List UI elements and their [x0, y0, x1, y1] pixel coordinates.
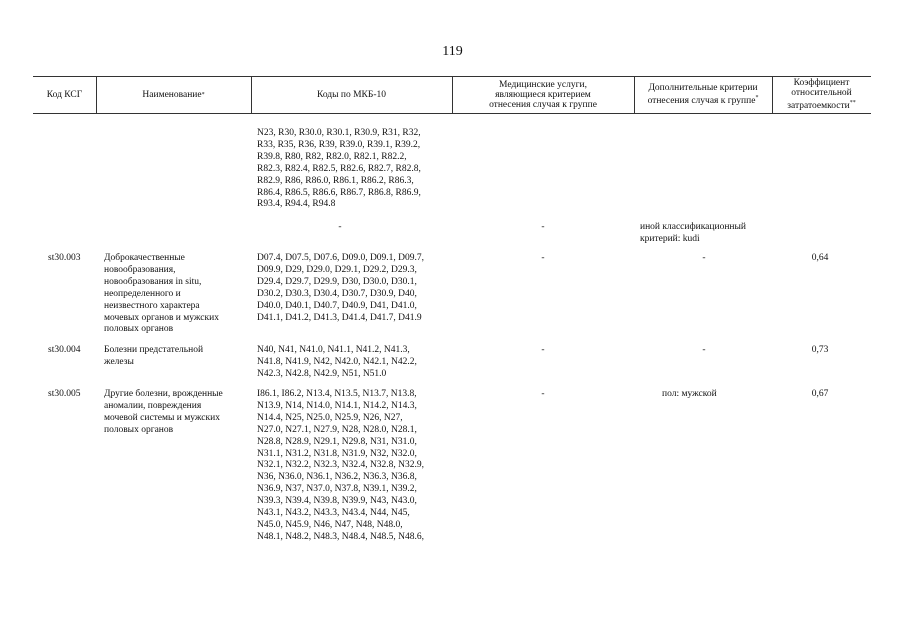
continuation-sub-mkb: -	[338, 222, 342, 232]
name-line: неизвестного характера	[104, 300, 200, 311]
header-code-text: Код КСГ	[46, 89, 83, 100]
row-name	[104, 253, 219, 336]
footnote-mark: **	[849, 99, 856, 106]
cost-coefficient: 0,67	[811, 389, 829, 399]
mkb-line: N41.8, N41.9, N42, N42.0, N42.1, N42.2,	[257, 356, 417, 367]
mkb-line: N45.0, N45.9, N46, N47, N48, N48.0,	[257, 519, 403, 530]
mkb-line: R93.4, R94.4, R94.8	[257, 199, 336, 210]
additional-criteria: -	[702, 345, 706, 355]
header-criteria-line: Дополнительные критерии	[648, 82, 758, 93]
header-coef-line: Коэффициент	[793, 77, 850, 88]
continuation-mkb-codes	[257, 128, 421, 211]
mkb-line: I86.1, I86.2, N13.4, N13.5, N13.7, N13.8,	[257, 389, 417, 399]
header-services-line: Медицинские услуги,	[499, 79, 587, 90]
mkb-line: N27.0, N27.1, N27.9, N28, N28.0, N28.1,	[257, 424, 417, 435]
footnote-mark: *	[201, 91, 205, 98]
header-mkb-text: Коды по МКБ-10	[316, 89, 387, 100]
mkb-line: N14.4, N25, N25.0, N25.9, N26, N27,	[257, 412, 403, 423]
mkb-line: R82.3, R82.4, R82.5, R82.6, R82.7, R82.8,	[257, 163, 421, 174]
header-name	[96, 76, 251, 113]
header-services	[452, 76, 634, 113]
mkb-line: D30.2, D30.3, D30.4, D30.7, D30.9, D40,	[257, 288, 417, 299]
name-line: Доброкачественные	[104, 253, 185, 263]
mkb-line: R82.9, R86, R86.0, R86.1, R86.2, R86.3,	[257, 175, 414, 186]
header-bottom-rule	[33, 113, 871, 114]
criteria-line: критерий: kudi	[640, 233, 700, 244]
ksg-code: st30.005	[48, 389, 81, 399]
name-line: Болезни предстательной	[104, 345, 204, 355]
name-line: неопределенного и	[104, 288, 181, 299]
medical-services: -	[541, 253, 545, 263]
row-name	[104, 345, 203, 369]
name-line: мочевых органов и мужских	[104, 312, 219, 323]
mkb-line: N42.3, N42.8, N42.9, N51, N51.0	[257, 368, 387, 379]
mkb-line: D41.1, D41.2, D41.3, D41.4, D41.7, D41.9	[257, 312, 422, 323]
mkb-line: N48.1, N48.2, N48.3, N48.4, N48.5, N48.6,	[257, 531, 425, 542]
cost-coefficient: 0,64	[811, 253, 829, 263]
medical-services: -	[541, 345, 545, 355]
mkb-line: N13.9, N14, N14.0, N14.1, N14.2, N14.3,	[257, 400, 417, 411]
header-name-text: Наименование	[142, 89, 202, 100]
mkb-line: N39.3, N39.4, N39.8, N39.9, N43, N43.0,	[257, 496, 417, 507]
medical-services: -	[541, 389, 545, 399]
header-services-line: являющиеся критерием	[495, 89, 591, 100]
mkb-line: R33, R35, R36, R39, R39.0, R39.1, R39.2,	[257, 139, 421, 150]
name-line: новообразования in situ,	[104, 276, 202, 287]
header-criteria	[634, 76, 772, 113]
name-line: новообразования,	[104, 264, 176, 275]
ksg-code: st30.003	[48, 253, 81, 263]
name-line: половых органов	[104, 324, 174, 335]
mkb-line: D29.4, D29.7, D29.9, D30, D30.0, D30.1,	[257, 276, 417, 287]
mkb-codes	[257, 345, 417, 381]
name-line: железы	[104, 356, 134, 367]
mkb-line: D09.9, D29, D29.0, D29.1, D29.2, D29.3,	[257, 264, 417, 275]
mkb-codes	[257, 253, 424, 324]
page-number: 119	[442, 44, 463, 59]
name-line: аномалии, повреждения	[104, 400, 202, 411]
mkb-line: N23, R30, R30.0, R30.1, R30.9, R31, R32,	[257, 128, 421, 138]
mkb-line: N32.1, N32.2, N32.3, N32.4, N32.8, N32.9,	[257, 460, 425, 471]
additional-criteria: пол: мужской	[662, 389, 717, 399]
name-line: мочевой системы и мужских	[104, 412, 220, 423]
name-line: половых органов	[104, 424, 174, 435]
mkb-line: N43.1, N43.2, N43.3, N43.4, N44, N45,	[257, 508, 410, 519]
mkb-line: N36, N36.0, N36.1, N36.2, N36.3, N36.8,	[257, 472, 417, 483]
header-coef-line: относительной	[791, 87, 852, 98]
mkb-line: D40.0, D40.1, D40.7, D40.9, D41, D41.0,	[257, 300, 417, 311]
mkb-line: R39.8, R80, R82, R82.0, R82.1, R82.2,	[257, 151, 407, 162]
header-mkb	[251, 76, 452, 113]
additional-criteria: -	[702, 253, 706, 263]
header-coef	[772, 76, 871, 113]
name-line: Другие болезни, врожденные	[104, 389, 223, 399]
ksg-code: st30.004	[48, 345, 81, 355]
header-coef-line: затратоемкости	[787, 101, 850, 112]
mkb-line: N36.9, N37, N37.0, N37.8, N39.1, N39.2,	[257, 484, 417, 495]
header-criteria-line: отнесения случая к группе	[647, 96, 756, 107]
mkb-line: N28.8, N28.9, N29.1, N29.8, N31, N31.0,	[257, 436, 417, 447]
cost-coefficient: 0,73	[811, 345, 829, 355]
header-services-line: отнесения случая к группе	[489, 99, 597, 110]
mkb-line: R86.4, R86.5, R86.6, R86.7, R86.8, R86.9,	[257, 187, 421, 198]
mkb-line: D07.4, D07.5, D07.6, D09.0, D09.1, D09.7,	[257, 253, 425, 263]
mkb-line: N40, N41, N41.0, N41.1, N41.2, N41.3,	[257, 345, 410, 355]
footnote-mark: *	[755, 94, 759, 101]
row-name	[104, 389, 223, 437]
criteria-line: иной классификационный	[640, 222, 746, 232]
mkb-codes	[257, 389, 424, 544]
continuation-sub-services: -	[541, 222, 545, 232]
header-code	[33, 76, 96, 113]
mkb-line: N31.1, N31.2, N31.8, N31.9, N32, N32.0,	[257, 448, 417, 459]
continuation-sub-criteria	[640, 222, 766, 246]
